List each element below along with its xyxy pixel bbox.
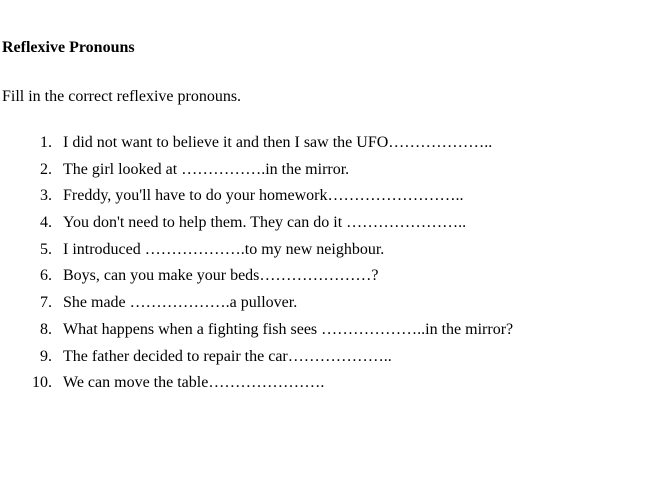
item-number: 8. xyxy=(40,320,52,338)
item-text: Boys, can you make your beds…………………? xyxy=(63,267,379,285)
item-text: The father decided to repair the car……………….. xyxy=(63,347,392,365)
item-text: What happens when a fighting fish sees ………………..in the mirror? xyxy=(63,320,514,338)
item-text: We can move the table…………………. xyxy=(63,374,325,392)
item-text: The girl looked at …………….in the mirror. xyxy=(63,160,350,178)
item-number: 1. xyxy=(40,134,52,151)
item-text: Freddy, you'll have to do your homework…………………….. xyxy=(63,187,464,205)
item-text: You don't need to help them. They can do it ………………….. xyxy=(63,214,467,232)
item-number: 4. xyxy=(40,214,52,232)
instruction-text: Fill in the correct reflexive pronouns. xyxy=(2,88,242,105)
item-text: She made ……………….a pullover. xyxy=(63,294,298,312)
item-number: 10. xyxy=(32,374,52,392)
item-text: I introduced ……………….to my new neighbour. xyxy=(63,240,385,258)
item-number: 2. xyxy=(40,160,52,178)
page-title: Reflexive Pronouns xyxy=(2,39,135,56)
item-number: 9. xyxy=(40,347,52,365)
item-number: 3. xyxy=(40,187,52,205)
item-number: 7. xyxy=(40,294,52,312)
item-number: 5. xyxy=(40,240,52,258)
item-text: I did not want to believe it and then I saw the UFO……………….. xyxy=(63,134,493,151)
item-number: 6. xyxy=(40,267,52,285)
